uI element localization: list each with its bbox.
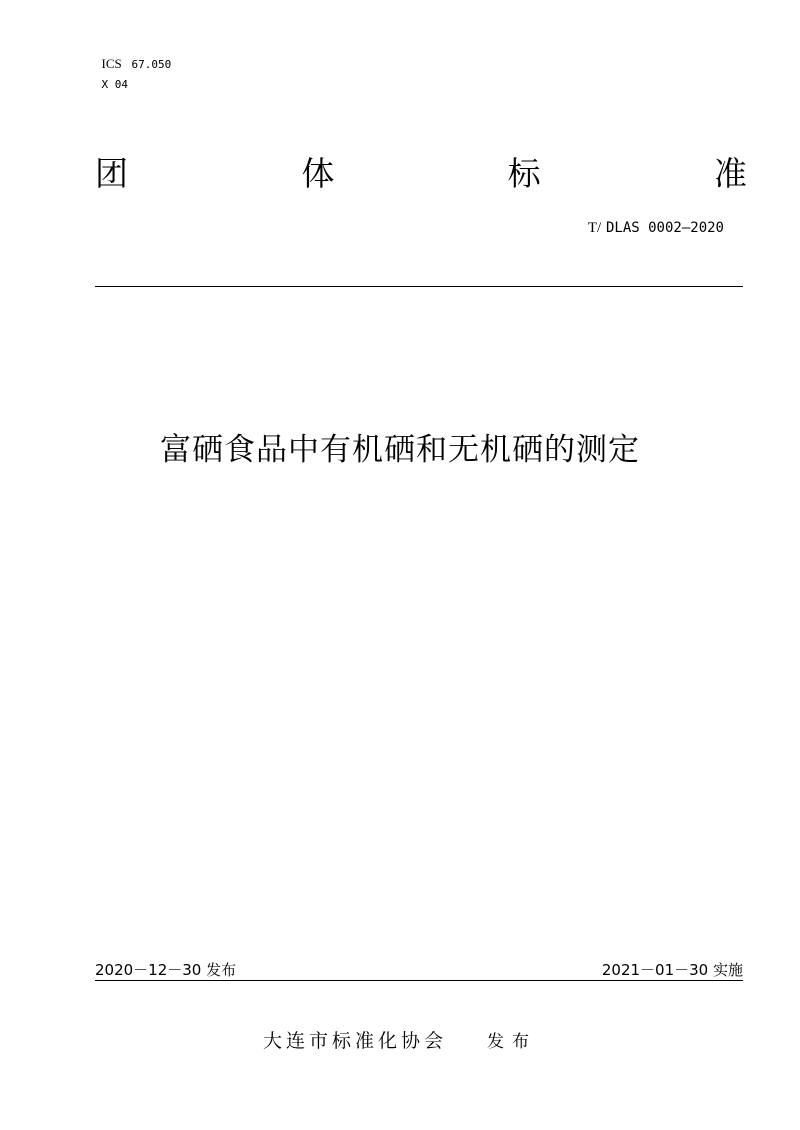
publisher-organization: 大连市标准化协会 — [262, 1030, 447, 1052]
header-divider — [95, 286, 743, 287]
issue-date: 2020－12－30 发布 — [95, 961, 237, 979]
standard-type-char: 团 — [95, 154, 128, 193]
standard-type-heading — [95, 154, 747, 194]
publish-action: 发布 — [487, 1032, 537, 1052]
date-row — [95, 960, 743, 981]
standard-type-char: 体 — [301, 154, 335, 193]
standard-number — [588, 218, 724, 237]
ics-label: ICS — [101, 56, 122, 71]
standard-type-char: 准 — [713, 154, 747, 193]
ics-code: 67.050 — [131, 58, 172, 71]
implementation-date: 2021－01－30 实施 — [601, 961, 743, 979]
publisher-line — [0, 1029, 800, 1054]
ccs-classification — [95, 61, 128, 92]
standard-type-char: 标 — [507, 154, 541, 193]
document-title: 富硒食品中有机硒和无机硒的测定 — [160, 432, 640, 468]
ccs-code: X 04 — [101, 78, 128, 91]
standard-number-code: DLAS 0002—2020 — [605, 220, 724, 236]
standard-number-prefix: T/ — [587, 220, 602, 236]
